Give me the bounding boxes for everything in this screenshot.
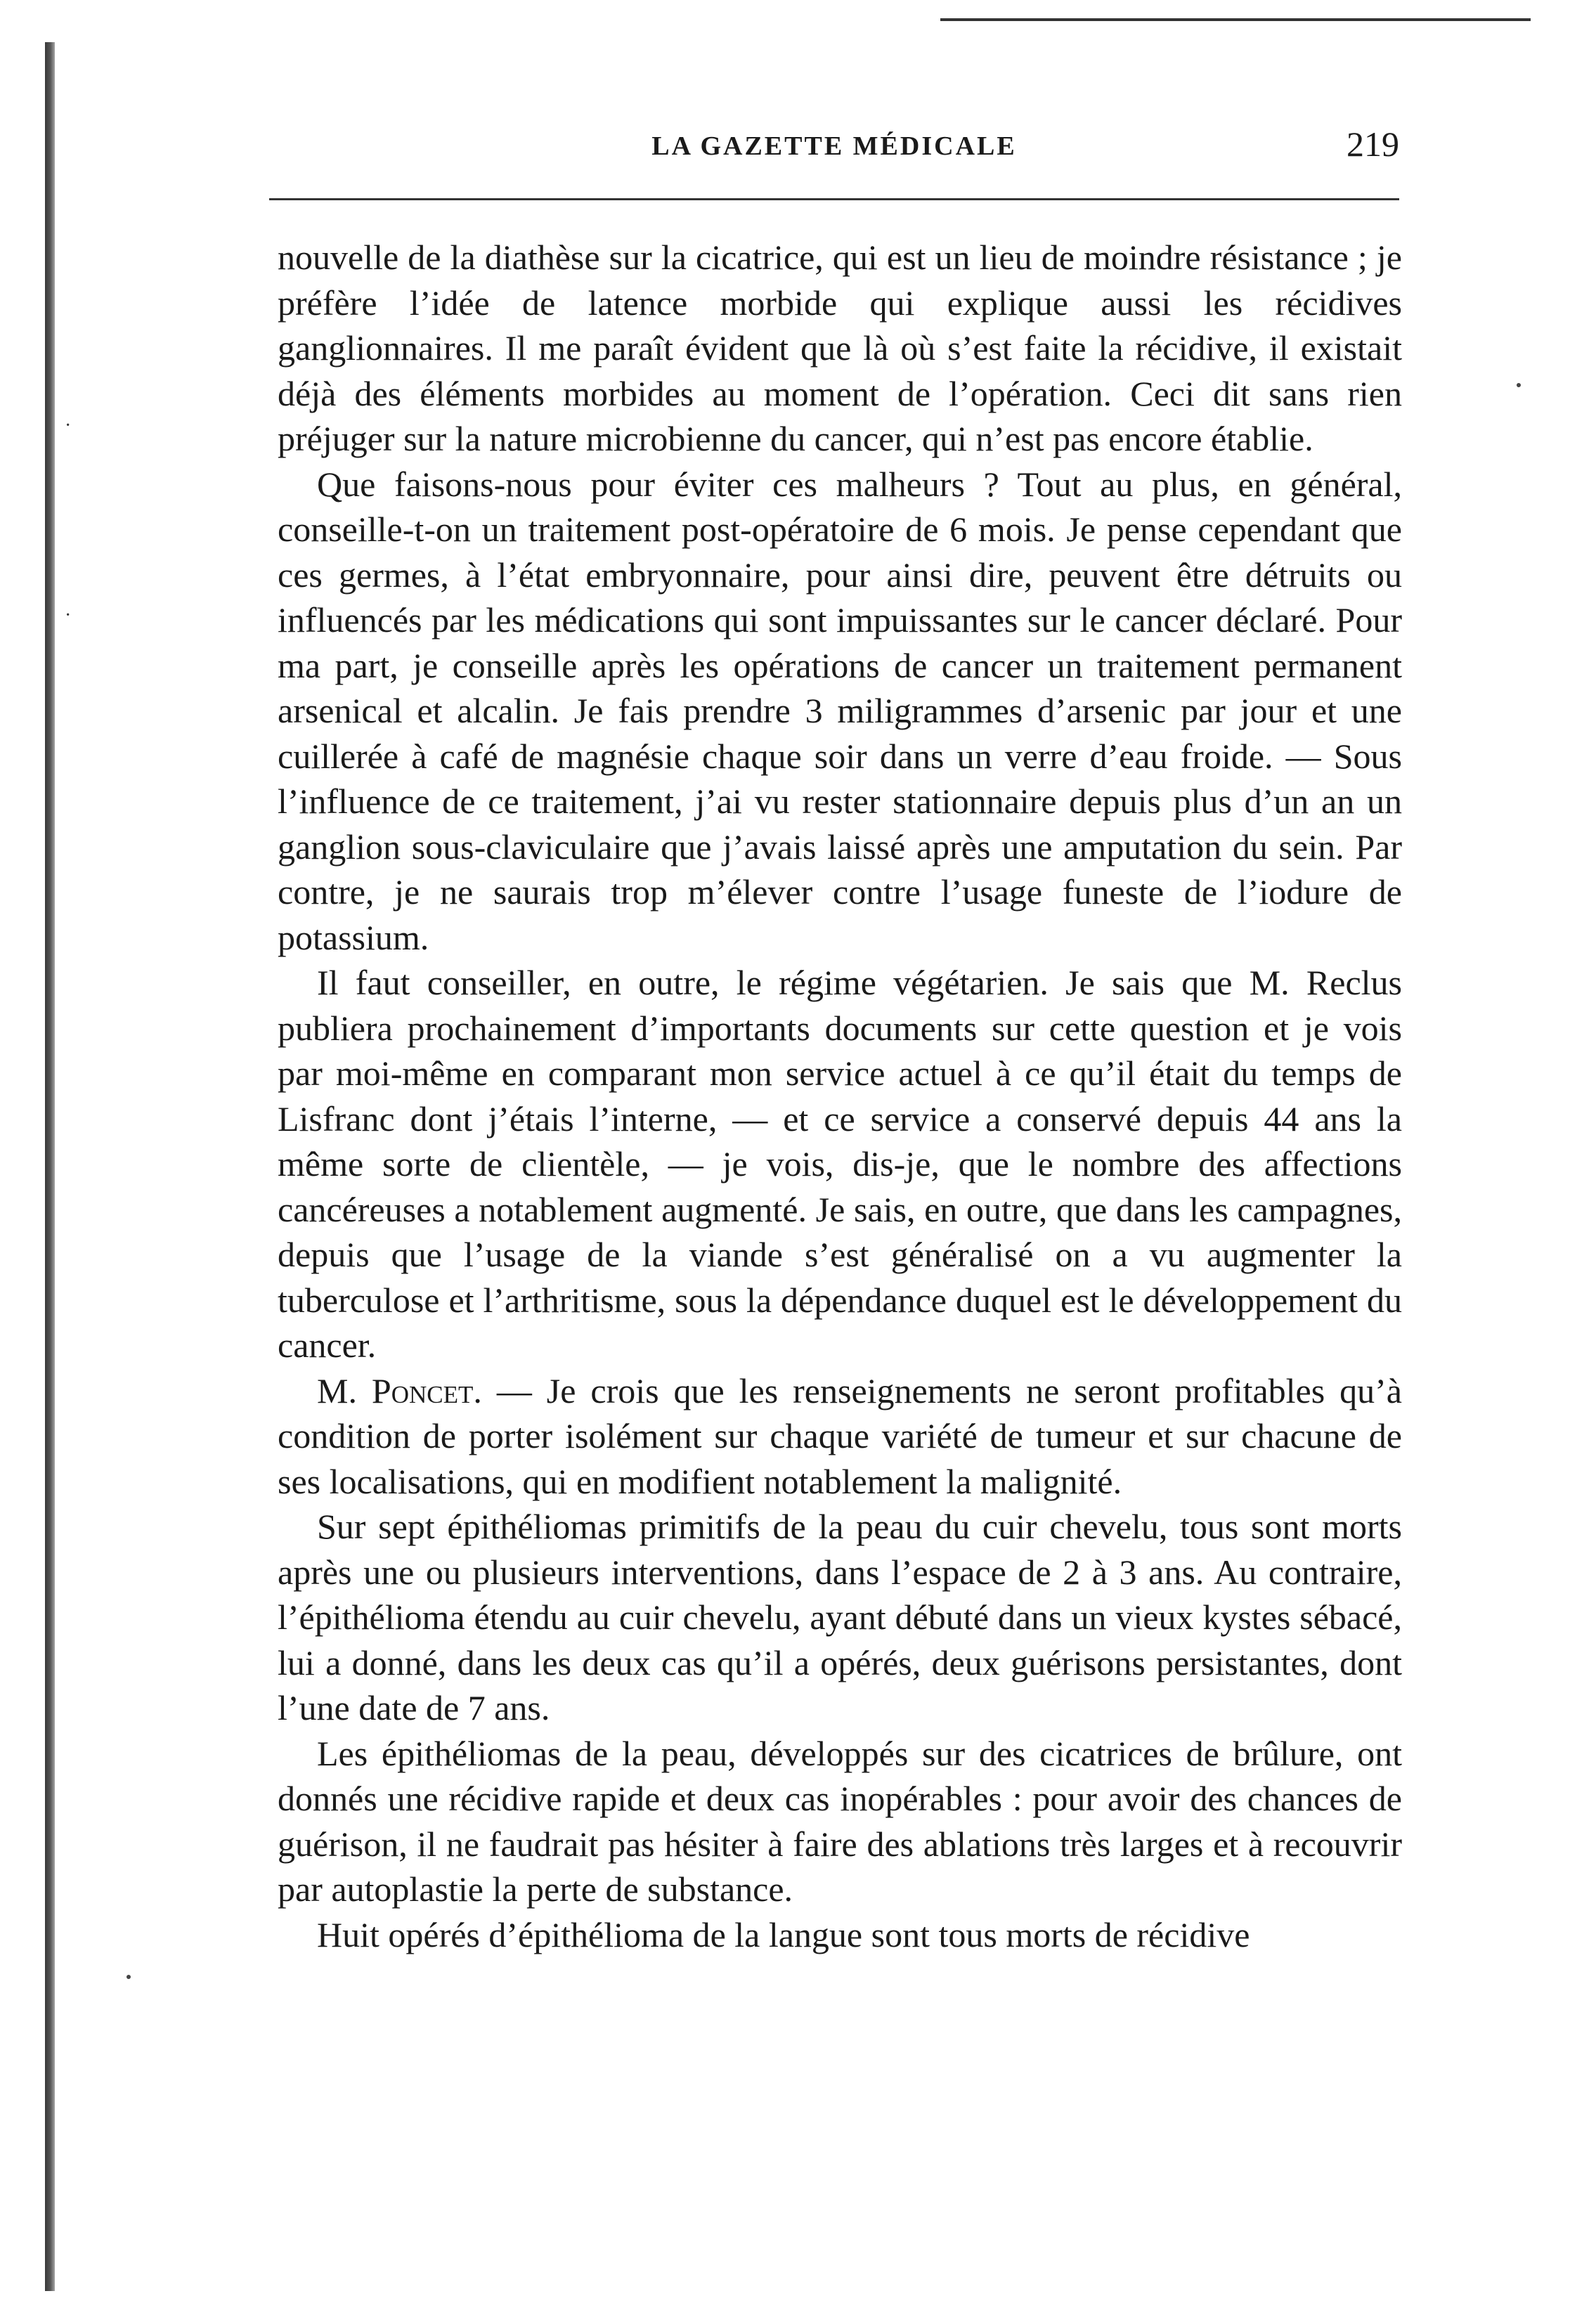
paragraph: Huit opérés d’épithélioma de la langue sont tous morts de récidive <box>317 1914 1250 1954</box>
paragraph: Les épithéliomas de la peau, développés sur des cicatrices de brûlure, ont donnés une récidive rapide et deux cas inopérables : pour avoir des chances de guérison, il ne faudrait pas hésiter à faire des ablations très larges et à recouvrir par autoplastie la perte de substance. <box>278 1733 1402 1909</box>
top-rule <box>940 18 1531 21</box>
paragraph <box>278 1368 1402 1505</box>
article-body <box>278 235 1402 1957</box>
paragraph: Que faisons-nous pour éviter ces malheurs ? Tout au plus, en général, conseille-t-on un traitement post-opératoire de 6 mois. Je pense cependant que ces germes, à l’état embryonnaire, pour ainsi dire, peuvent être détruits ou influencés par les médications qui sont impuissantes sur le cancer déclaré. Pour ma part, je conseille après les opérations de cancer un traitement permanent arsenical et alcalin. Je fais prendre 3 miligrammes d’arsenic par jour et une cuillerée à café de magnésie chaque soir dans un verre d’eau froide. — Sous l’influence de ce traitement, j’ai vu rester stationnaire depuis plus d’un an un ganglion sous-claviculaire que j’avais laissé après une amputation du sein. Par contre, je ne saurais trop m’élever contre l’usage funeste de l’iodure de potassium. <box>278 464 1402 957</box>
paragraph: nouvelle de la diathèse sur la cicatrice, qui est un lieu de moindre résistance ; je préfère l’idée de latence morbide qui explique aussi les récidives ganglionnaires. Il me paraît évident que là où s’est faite la récidive, il existait déjà des éléments morbides au moment de l’opération. Ceci dit sans rien préjuger sur la nature microbienne du cancer, qui n’est pas encore établie. <box>278 238 1402 458</box>
speaker-name: M. Poncet. <box>317 1370 482 1410</box>
page-header <box>269 124 1399 173</box>
margin-mark: · <box>65 604 72 626</box>
page-number: 219 <box>1347 124 1399 164</box>
running-title: LA GAZETTE MÉDICALE <box>651 131 1017 161</box>
paragraph-text: — Je crois que les renseignements ne seront profitables qu’à condition de porter isolément sur chaque variété de tumeur et sur chacune de ses localisations, qui en modifient notablement la malignité. <box>278 1370 1402 1501</box>
speck <box>126 1975 131 1979</box>
speck <box>1517 383 1521 387</box>
header-rule <box>269 198 1399 200</box>
paragraph: Il faut conseiller, en outre, le régime végétarien. Je sais que M. Reclus publiera prochainement d’importants documents sur cette question et je vois par moi-même en comparant mon service actuel à ce qu’il était du temps de Lisfranc dont j’étais l’interne, — et ce service a conservé depuis 44 ans la même sorte de clientèle, — je vois, dis-je, que le nombre des affections cancéreuses a notablement augmenté. Je sais, en outre, que dans les campagnes, depuis que l’usage de la viande s’est généralisé on a vu augmenter la tuberculose et l’arthritisme, sous la dépendance duquel est le développement du cancer. <box>278 963 1402 1365</box>
paragraph: Sur sept épithéliomas primitifs de la peau du cuir chevelu, tous sont morts après une ou plusieurs interventions, dans l’espace de 2 à 3 ans. Au contraire, l’épithélioma étendu au cuir chevelu, ayant débuté dans un vieux kystes sébacé, lui a donné, dans les deux cas qu’il a opérés, deux guérisons persistantes, dont l’une date de 7 ans. <box>278 1507 1402 1727</box>
page-spine-edge <box>45 42 55 2291</box>
margin-mark: · <box>65 415 72 436</box>
